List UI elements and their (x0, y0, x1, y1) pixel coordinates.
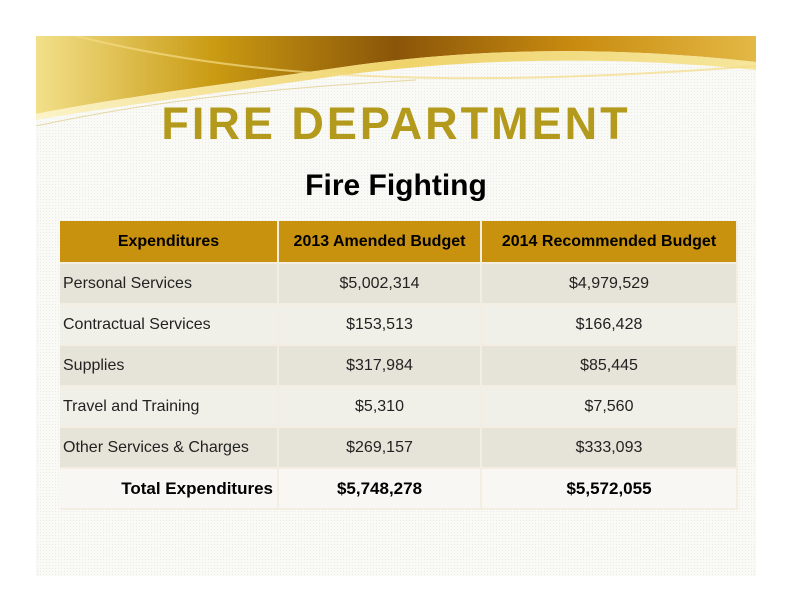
table-row (60, 427, 737, 468)
recommended-2014-value: $166,428 (481, 304, 737, 345)
total-recommended-2014-value: $5,572,055 (481, 468, 737, 509)
amended-2013-value: $5,002,314 (278, 263, 481, 304)
slide (36, 36, 756, 576)
header-expenditures: Expenditures (60, 221, 278, 263)
recommended-2014-value: $333,093 (481, 427, 737, 468)
recommended-2014-value: $7,560 (481, 386, 737, 427)
recommended-2014-value: $4,979,529 (481, 263, 737, 304)
table-row (60, 263, 737, 304)
recommended-2014-value: $85,445 (481, 345, 737, 386)
total-label: Total Expenditures (60, 468, 278, 509)
page-title: FIRE DEPARTMENT (161, 98, 631, 149)
total-amended-2013-value: $5,748,278 (278, 468, 481, 509)
table-row (60, 386, 737, 427)
row-label: Contractual Services (60, 304, 278, 345)
page-subtitle: Fire Fighting (305, 169, 487, 202)
amended-2013-value: $317,984 (278, 345, 481, 386)
table-row (60, 345, 737, 386)
table-header-row (60, 221, 737, 263)
amended-2013-value: $153,513 (278, 304, 481, 345)
amended-2013-value: $5,310 (278, 386, 481, 427)
amended-2013-value: $269,157 (278, 427, 481, 468)
row-label: Other Services & Charges (60, 427, 278, 468)
row-label: Travel and Training (60, 386, 278, 427)
budget-table (60, 221, 738, 510)
total-row (60, 468, 737, 509)
row-label: Personal Services (60, 263, 278, 304)
header-2014-recommended-budget: 2014 Recommended Budget (481, 221, 737, 263)
table-row (60, 304, 737, 345)
header-2013-amended-budget: 2013 Amended Budget (278, 221, 481, 263)
row-label: Supplies (60, 345, 278, 386)
